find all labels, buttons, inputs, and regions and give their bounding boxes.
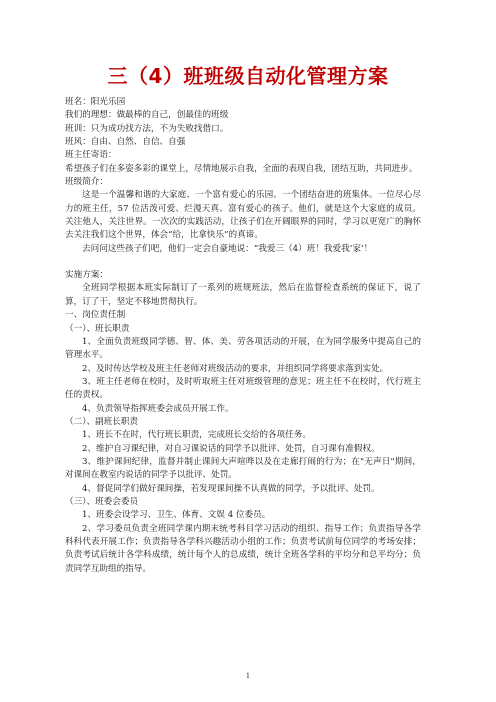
teacher-message-label: 班主任寄语：	[65, 150, 117, 161]
class-ideal: 我们的理想：做最棒的自己，创最佳的班级	[65, 110, 229, 121]
list-item: 3、班主任老师在校时，及时听取班主任对班级管理的意见；班主任不在校时，代行班主任的责权。	[65, 376, 421, 401]
list-item: 3、维护课间纪律，监督并制止课间大声喧哗以及在走廊打闹的行为；在"无声日"期间，对课间在教室内说话的同学予以批评、处罚。	[65, 456, 421, 481]
subsection-heading-monitor: （一）、班长职责	[65, 323, 130, 334]
class-intro-closing: 去问问这些孩子们吧，他们一定会自豪地说：“我爱三（4）班！我爱我‘家’！	[82, 243, 373, 254]
teacher-message: 希望孩子们在多姿多彩的课堂上，尽情地展示自我，全面的表现自我，团结互助，共同进步。	[65, 163, 418, 174]
list-item: 1、全面负责班级同学德、智、体、美、劳各项活动的开展，在为同学服务中提高自己的管理水平。	[65, 336, 421, 361]
list-item: 2、及时传达学校及班主任老师对班级活动的要求，并组织同学将要求落到实处。	[82, 363, 389, 374]
list-item: 2、学习委员负责全班同学课内期末统考科目学习活动的组织、指导工作；负责指导各学科科代表开展工作；负责指导各学科兴趣活动小组的工作；负责考试前每位同学的考场安排；负责考试后统计各学科成绩，统计每个人的总成绩，统计全班各学科的平均分和总平均分；负责同学互助组的指导。	[65, 523, 421, 574]
list-item: 1、班委会设学习、卫生、体育、文娱 4 位委员。	[82, 510, 271, 521]
class-name: 班名：阳光乐园	[65, 97, 126, 107]
list-item: 4、负责领导指挥班委会成员开展工作。	[82, 403, 234, 414]
list-item: 4、督促同学们做好课间操，若发现课间操不认真做的同学，予以批评、处罚。	[82, 483, 380, 494]
paragraph-gap	[65, 256, 421, 269]
plan-label: 实施方案：	[65, 270, 108, 281]
section-heading: 一、岗位责任制	[65, 310, 126, 321]
class-style: 班风：自由、自然、自信、自强	[65, 137, 186, 148]
class-intro-paragraph: 这是一个温馨和谐的大家庭、一个富有爱心的乐园、一个团结奋进的班集体。一位尽心尽力的班主任，57 位活泼可爱、烂漫天真、富有爱心的孩子。他们，就是这个大家庭的成员。关注他人，关注世界。一次次的实践活动，让孩子们在开阔眼界的同时，学习以更宽广的胸怀去关注我们这个世界，体会“给，比拿快乐”的真谛。	[65, 190, 421, 241]
page-number: 1	[245, 672, 251, 680]
list-item: 1、班长不在时，代行班长职责，完成班长交给的各项任务。	[82, 430, 311, 441]
subsection-heading-vice-monitor: （二）、副班长职责	[65, 416, 139, 427]
class-intro-label: 班级简介：	[65, 177, 108, 188]
plan-intro: 全班同学根据本班实际制订了一系列的班规班法，然后在监督检查系统的保证下，说了算，订了干，坚定不移地贯彻执行。	[65, 283, 421, 307]
class-motto: 班训：只为成功找方法，不为失败找借口。	[65, 123, 229, 134]
page-title: 三（4）班班级自动化管理方案	[107, 64, 389, 88]
subsection-heading-committee: （三）、班委会委员	[65, 496, 139, 507]
document-body	[65, 96, 421, 576]
list-item: 2、维护自习课纪律，对自习课说话的同学予以批评、处罚，自习课有准假权。	[82, 443, 380, 454]
